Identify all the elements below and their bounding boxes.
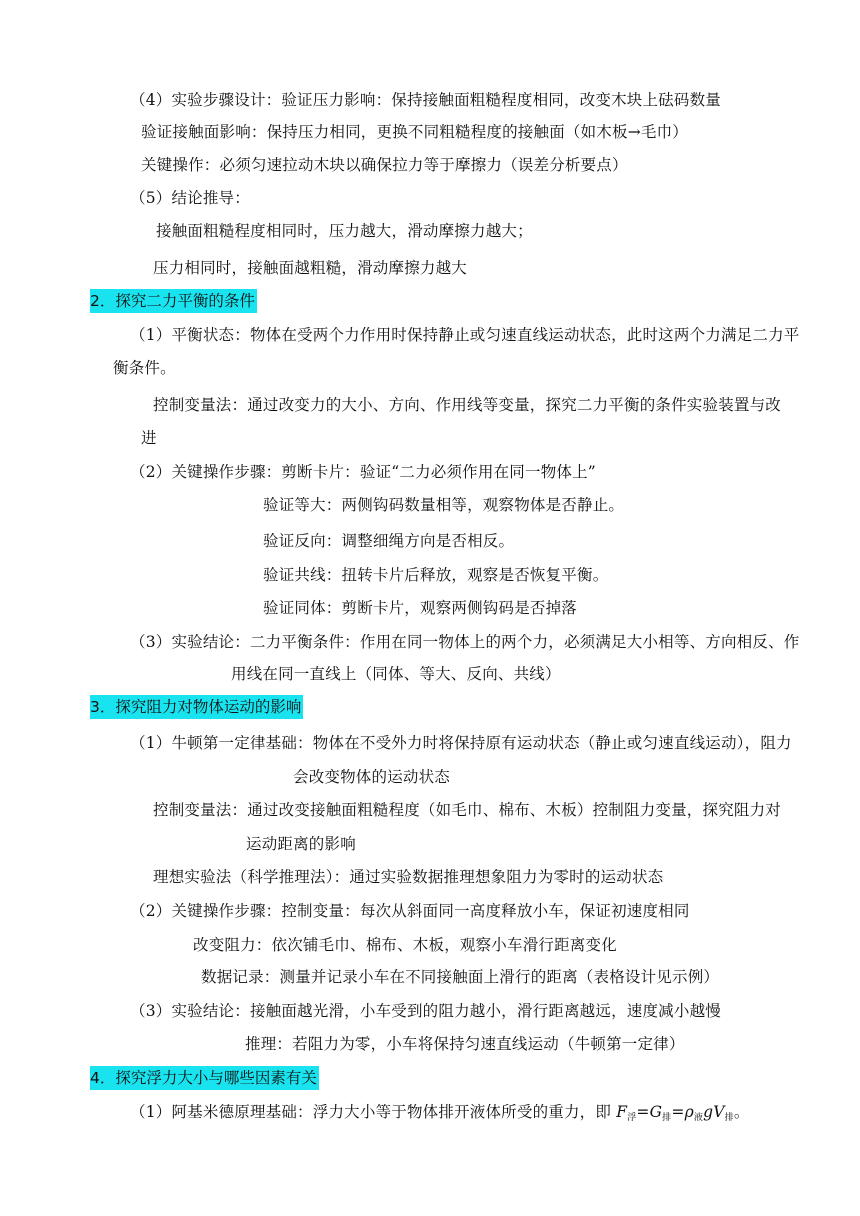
experiment-conclusion-cont: 用线在同一直线上（同体、等大、反向、共线）: [231, 665, 561, 683]
surface-effect-line: 验证接触面影响：保持压力相同，更换不同粗糙程度的接触面（如木板→毛巾）: [141, 123, 688, 141]
verify-opposite-line: 验证反向：调整细绳方向是否相反。: [263, 532, 515, 550]
key-steps-line: （2）关键操作步骤：剪断卡片：验证“二力必须作用在同一物体上”: [130, 463, 596, 481]
verify-equal-line: 验证等大：两侧钩码数量相等，观察物体是否静止。: [263, 496, 625, 514]
formula: $F_浮=G_排=\rho_液gV_排$。: [616, 1103, 750, 1123]
data-record-line: 数据记录：测量并记录小车在不同接触面上滑行的距离（表格设计见示例）: [201, 968, 720, 986]
ideal-experiment-line: 理想实验法（科学推理法）：通过实验数据推理想象阻力为零时的运动状态: [153, 868, 664, 886]
control-variable-line: 控制变量法：通过改变力的大小、方向、作用线等变量，探究二力平衡的条件实验装置与改: [153, 396, 782, 414]
experiment-conclusion-line: （3）实验结论：二力平衡条件：作用在同一物体上的两个力，必须满足大小相等、方向相反、作: [130, 633, 800, 651]
balance-state-cont: 衡条件。: [113, 359, 176, 377]
conclusion-line-2: 压力相同时，接触面越粗糙，滑动摩擦力越大: [153, 259, 468, 277]
step-design-line: （4）实验步骤设计：验证压力影响：保持接触面粗糙程度相同，改变木块上砝码数量: [130, 91, 721, 109]
verify-colinear-line: 验证共线：扭转卡片后释放，观察是否恢复平衡。: [263, 566, 609, 584]
balance-state-line: （1）平衡状态：物体在受两个力作用时保持静止或匀速直线运动状态，此时这两个力满足二力平: [130, 326, 800, 344]
archimedes-line: [130, 1101, 750, 1129]
key-steps-line-3: （2）关键操作步骤：控制变量：每次从斜面同一高度释放小车，保证初速度相同: [130, 902, 690, 920]
inference-line: 推理：若阻力为零，小车将保持匀速直线运动（牛顿第一定律）: [245, 1035, 685, 1053]
section-heading-2: 2．探究二力平衡的条件: [90, 289, 257, 313]
newton-basis-cont: 会改变物体的运动状态: [293, 768, 451, 786]
conclusion-line-1: 接触面粗糙程度相同时，压力越大，滑动摩擦力越大；: [156, 222, 533, 240]
change-resistance-line: 改变阻力：依次铺毛巾、棉布、木板，观察小车滑行距离变化: [193, 936, 617, 954]
section-heading-4: 4．探究浮力大小与哪些因素有关: [90, 1066, 319, 1090]
key-operation-line: 关键操作：必须匀速拉动木块以确保拉力等于摩擦力（误差分析要点）: [141, 156, 628, 174]
experiment-conclusion-line-3: （3）实验结论：接触面越光滑，小车受到的阻力越小，滑行距离越远，速度减小越慢: [130, 1002, 721, 1020]
archimedes-text: （1）阿基米德原理基础：浮力大小等于物体排开液体所受的重力，即: [130, 1103, 612, 1121]
newton-basis-line: （1）牛顿第一定律基础：物体在不受外力时将保持原有运动状态（静止或匀速直线运动），阻力: [130, 734, 792, 752]
verify-same-body-line: 验证同体：剪断卡片，观察两侧钩码是否掉落: [263, 599, 578, 617]
control-variable-cont: 进: [141, 429, 157, 447]
control-variable-line-3: 控制变量法：通过改变接触面粗糙程度（如毛巾、棉布、木板）控制阻力变量，探究阻力对: [153, 801, 782, 819]
conclusion-label: （5）结论推导：: [130, 189, 250, 207]
control-variable-cont-3: 运动距离的影响: [246, 835, 356, 853]
section-heading-3: 3．探究阻力对物体运动的影响: [90, 695, 303, 719]
